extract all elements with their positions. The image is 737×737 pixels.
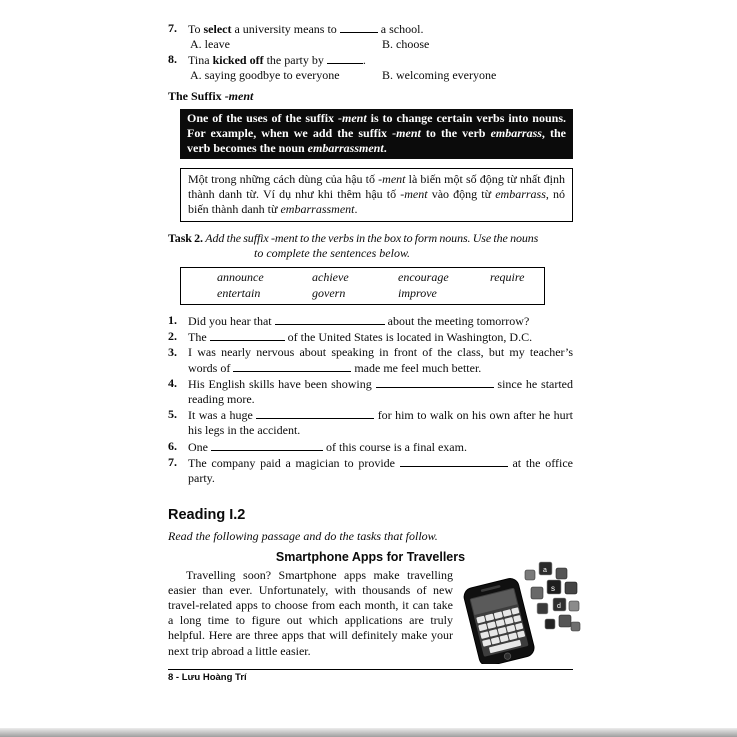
suffix-section-heading	[168, 89, 573, 104]
reading-section-heading: Reading I.2	[168, 506, 246, 523]
text-segment: -ment	[224, 89, 254, 104]
text-segment: a university means to	[231, 22, 340, 36]
text-segment: made me feel much better.	[351, 360, 482, 375]
item-8-options	[168, 68, 573, 83]
text-segment: to complete the sentences below.	[254, 246, 411, 261]
text-segment: One	[188, 439, 211, 454]
text-segment: about the meeting tomorrow?	[384, 313, 530, 328]
fill-in-blank-line	[256, 407, 374, 419]
text-segment: , the verb becomes the noun	[187, 125, 567, 155]
text-segment: The company paid a magician to provide	[188, 455, 400, 470]
word-item: improve	[398, 285, 437, 300]
fill-in-blank-line	[327, 52, 363, 64]
footer-text: 8 - Lưu Hoàng Trí	[168, 671, 247, 683]
text-segment: embarrassment	[307, 140, 384, 155]
smartphone-illustration-svg	[461, 560, 585, 664]
page-content	[168, 21, 573, 684]
text-segment: the party by	[263, 53, 327, 68]
passage-paragraph	[168, 568, 573, 659]
fill-in-blank-line	[210, 329, 285, 341]
sentence-row	[168, 455, 573, 486]
fill-in-blank-line	[233, 360, 351, 372]
fill-in-blank-line	[275, 313, 385, 325]
sentence-number: 5.	[168, 407, 177, 422]
text-segment: .	[354, 202, 358, 217]
word-item: encourage	[398, 270, 449, 285]
text-segment: .	[383, 140, 387, 155]
sentence-row	[168, 329, 573, 345]
floating-app-tiles	[525, 562, 580, 631]
text-segment: select	[203, 22, 232, 36]
suffix-definition-english-box	[180, 109, 573, 159]
item-number: 8.	[168, 52, 177, 67]
smartphone-apps-illustration	[461, 560, 585, 664]
sentence-text	[188, 345, 573, 376]
text-segment: -ment	[392, 125, 421, 140]
page-footer	[168, 669, 573, 684]
sentence-row	[168, 376, 573, 407]
task2-instructions-continued	[254, 246, 573, 261]
sentence-text	[188, 313, 573, 329]
text-segment: -ment	[337, 110, 367, 125]
sentence-number: 3.	[168, 344, 177, 359]
passage-title: Smartphone Apps for Travellers	[275, 550, 466, 565]
sentence-number: 2.	[168, 328, 177, 343]
option-a: A. leave	[190, 37, 230, 52]
word-box	[180, 267, 545, 304]
text-segment: To	[188, 22, 204, 36]
page-bottom-edge	[0, 728, 737, 737]
fill-in-blank-line	[376, 376, 494, 388]
text-segment: It was a huge	[188, 408, 257, 423]
text-segment: One of the uses of the suffix	[187, 110, 338, 125]
item-stem	[188, 21, 573, 37]
passage-text: Travelling soon? Smartphone apps make travelling easier than ever. Unfortunately, with thousands of new travel-related apps to choose from each month, it can take a long time to figure out which applications are truly helpful. Here are three apps that will definitely make your next trip abroad a little easier.	[168, 567, 453, 658]
text-segment: vào động từ	[427, 186, 496, 201]
sentence-text	[188, 407, 573, 438]
task2-instructions	[168, 231, 573, 246]
text-segment: Task 2.	[168, 231, 206, 246]
text-segment: at the office party.	[188, 455, 573, 485]
sentence-text	[188, 376, 573, 407]
sentence-text	[188, 439, 573, 455]
fill-in-blank-line	[340, 21, 378, 33]
text-segment: embarrass	[495, 186, 546, 201]
sentence-number: 1.	[168, 312, 177, 327]
text-segment: kicked off	[212, 53, 264, 68]
word-item: achieve	[312, 270, 349, 285]
item-7-options	[168, 37, 573, 52]
option-a: A. saying goodbye to everyone	[190, 68, 340, 83]
fill-in-blank-line	[211, 439, 323, 451]
text-segment: since he started reading more.	[188, 377, 574, 407]
text-segment: Tina	[188, 53, 213, 68]
option-b: B. choose	[382, 37, 430, 52]
word-item: govern	[312, 285, 346, 300]
item-stem	[188, 52, 573, 68]
text-segment: The	[188, 329, 210, 344]
option-b: B. welcoming everyone	[382, 68, 497, 83]
sentence-text	[188, 455, 573, 486]
svg-text:d: d	[557, 602, 561, 610]
text-segment: là biến một số động từ nhất định thành danh từ. Ví dụ như khi thêm hậu tố	[188, 171, 565, 201]
text-segment: of this course is a final exam.	[323, 439, 467, 454]
svg-text:s: s	[551, 583, 555, 593]
sentence-row	[168, 345, 573, 376]
text-segment: I was nearly nervous about speaking in front of the class, but my teacher’s words of	[188, 344, 573, 375]
sentence-number: 7.	[168, 454, 177, 469]
sentence-row	[168, 439, 573, 455]
item-number: 7.	[168, 21, 177, 35]
text-segment: Một trong những cách dùng của hậu tố	[188, 171, 379, 186]
text-segment: Did you hear that	[188, 313, 275, 328]
text-segment: is to change certain verbs into nouns. For example, when we add the suffix	[187, 110, 566, 140]
sentence-number: 6.	[168, 438, 177, 453]
sentence-row	[168, 407, 573, 438]
text-segment: embarrassment	[280, 202, 355, 217]
svg-text:a: a	[543, 566, 547, 574]
word-item-empty	[490, 286, 544, 301]
word-box-row-1	[217, 270, 544, 285]
text-segment: of the United States is located in Washington, D.C.	[284, 329, 533, 344]
sentence-number: 4.	[168, 376, 177, 391]
text-segment: -ment	[400, 186, 428, 201]
text-segment: -ment	[378, 171, 406, 186]
exercise-item-7	[168, 21, 573, 37]
text-segment: The Suffix	[168, 89, 225, 104]
suffix-definition-vietnamese-box	[180, 168, 573, 222]
exercise-item-8	[168, 52, 573, 68]
word-box-row-2	[217, 286, 544, 301]
text-segment: Add the suffix -ment to the verbs in the box to form nouns. Use the nouns	[205, 231, 539, 246]
fill-in-blank-line	[400, 455, 508, 467]
text-segment: , nó biến thành danh từ	[188, 186, 565, 217]
text-segment: embarrass	[490, 125, 542, 140]
reading-intro: Read the following passage and do the tasks that follow.	[168, 529, 438, 544]
word-item: require	[490, 270, 525, 285]
sentence-text	[188, 329, 573, 345]
text-segment: a school.	[377, 22, 424, 36]
text-segment: for him to walk on his own after he hurt his legs in the accident.	[188, 408, 573, 438]
text-segment: to the verb	[420, 125, 491, 140]
text-segment: His English skills have been showing	[188, 377, 376, 392]
word-item: entertain	[217, 285, 261, 300]
word-item: announce	[217, 270, 264, 285]
phone-body	[462, 577, 536, 664]
text-segment: .	[362, 53, 366, 68]
sentence-row	[168, 313, 573, 329]
sentence-list	[168, 313, 573, 486]
